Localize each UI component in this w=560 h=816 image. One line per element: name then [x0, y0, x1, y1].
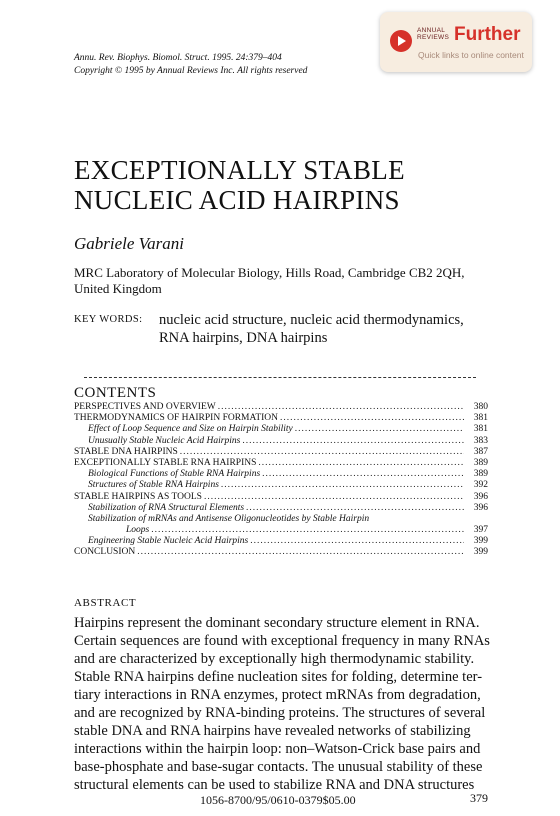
abstract-line: and are characterized by exceptionally high thermodynamic stability. [74, 651, 475, 667]
toc-entry[interactable] [74, 536, 488, 547]
abstract-line: and are recognized by RNA-binding proteins. The structures of several [74, 705, 486, 721]
toc-leader [221, 480, 464, 491]
table-of-contents [74, 402, 488, 559]
toc-label: CONCLUSION [74, 547, 136, 558]
toc-page: 380 [473, 402, 488, 412]
toc-page: 396 [473, 502, 488, 513]
toc-label: Effect of Loop Sequence and Size on Hairpin Stability [88, 424, 293, 435]
toc-entry[interactable] [74, 413, 488, 424]
badge-annual-text: ANNUAL [417, 27, 446, 34]
toc-entry[interactable] [74, 514, 488, 525]
toc-label: Stabilization of RNA Structural Elements [88, 502, 245, 513]
abstract-line: interactions within the hairpin loop: non–Watson-Crick base pairs and [74, 741, 481, 757]
author-name: Gabriele Varani [74, 234, 185, 253]
toc-leader [262, 469, 464, 480]
toc-entry[interactable] [74, 503, 488, 514]
page-number: 379 [470, 791, 488, 805]
toc-label: Biological Functions of Stable RNA Hairpins [88, 469, 261, 480]
toc-label: PERSPECTIVES AND OVERVIEW [74, 402, 216, 412]
abstract-line: tiary interactions in RNA enzymes, protect mRNAs from degradation, [74, 687, 481, 703]
toc-leader [280, 413, 464, 424]
toc-label: EXCEPTIONALLY STABLE RNA HAIRPINS [74, 457, 257, 468]
toc-entry[interactable] [74, 469, 488, 480]
keywords-line-1: nucleic acid structure, nucleic acid thermodynamics, [159, 312, 464, 328]
toc-label: Loops [126, 525, 150, 536]
further-badge[interactable] [380, 12, 532, 72]
toc-label: Structures of Stable RNA Hairpins [88, 480, 219, 491]
badge-further-text: Further [454, 24, 521, 45]
toc-label: Stabilization of mRNAs and Antisense Oligonucleotides by Stable Hairpin [88, 513, 370, 524]
toc-leader [137, 547, 464, 558]
toc-label: Unusually Stable Nucleic Acid Hairpins [88, 435, 241, 446]
toc-label: STABLE HAIRPINS AS TOOLS [74, 491, 202, 502]
title-line-1: EXCEPTIONALLY STABLE [74, 155, 405, 185]
article-title [74, 155, 405, 215]
citation [74, 52, 307, 78]
toc-entry[interactable] [74, 447, 488, 458]
toc-entry[interactable] [74, 480, 488, 491]
abstract-line: stable DNA and RNA hairpins have revealed networks of stabilizing [74, 723, 471, 739]
abstract-line: base-phosphate and base-sugar contacts. The unusual stability of these [74, 759, 483, 775]
toc-entry[interactable] [74, 436, 488, 447]
abstract-heading: ABSTRACT [74, 597, 137, 609]
toc-leader [204, 492, 464, 503]
toc-entry[interactable] [74, 492, 488, 503]
abstract-line: Hairpins represent the dominant secondary structure element in RNA. [74, 615, 480, 631]
toc-label: Engineering Stable Nucleic Acid Hairpins [88, 536, 249, 547]
toc-leader [242, 436, 464, 447]
toc-entry-continued[interactable] [74, 525, 488, 536]
play-icon [390, 30, 412, 52]
toc-leader [258, 458, 464, 469]
toc-page: 392 [473, 480, 488, 491]
contents-heading: CONTENTS [74, 385, 157, 401]
abstract-body [74, 614, 488, 794]
toc-page: 381 [473, 413, 488, 424]
toc-label: STABLE DNA HAIRPINS [74, 446, 178, 457]
affiliation [74, 265, 465, 297]
title-line-2: NUCLEIC ACID HAIRPINS [74, 185, 400, 215]
toc-entry[interactable] [74, 402, 488, 413]
toc-leader [246, 503, 464, 514]
abstract-line: Certain sequences are found with exceptional frequency in many RNAs [74, 633, 490, 649]
toc-label: THERMODYNAMICS OF HAIRPIN FORMATION [74, 413, 279, 424]
toc-leader [151, 525, 464, 536]
toc-page: 381 [473, 424, 488, 435]
abstract-line: structural elements can be used to stabilize RNA and DNA structures [74, 777, 475, 793]
section-divider [84, 377, 476, 380]
footer-code: 1056-8700/95/0610-0379$05.00 [200, 793, 356, 807]
keywords-line-2: RNA hairpins, DNA hairpins [159, 330, 328, 346]
badge-reviews-text: REVIEWS [417, 34, 450, 41]
badge-publisher [417, 27, 449, 41]
toc-leader [295, 424, 464, 435]
toc-leader [180, 447, 464, 458]
badge-subtitle: Quick links to online content [418, 50, 524, 60]
affiliation-line-2: United Kingdom [74, 281, 162, 296]
toc-page: 389 [473, 469, 488, 480]
toc-leader [218, 402, 464, 413]
affiliation-line-1: MRC Laboratory of Molecular Biology, Hills Road, Cambridge CB2 2QH, [74, 265, 465, 280]
toc-leader [250, 536, 464, 547]
toc-page: 399 [473, 536, 488, 547]
abstract-line: Stable RNA hairpins define nucleation sites for folding, determine ter- [74, 669, 483, 685]
citation-copyright: Copyright © 1995 by Annual Reviews Inc. All rights reserved [74, 66, 308, 76]
keywords-label: KEY WORDS: [74, 314, 143, 325]
toc-page: 397 [473, 525, 488, 536]
toc-page: 396 [473, 491, 488, 502]
toc-entry[interactable] [74, 424, 488, 435]
toc-entry[interactable] [74, 458, 488, 469]
toc-page: 383 [473, 435, 488, 446]
toc-page: 389 [473, 457, 488, 468]
citation-journal: Annu. Rev. Biophys. Biomol. Struct. 1995. 24:379–404 [74, 53, 282, 63]
toc-entry[interactable] [74, 547, 488, 558]
toc-page: 399 [473, 547, 488, 558]
toc-page: 387 [473, 446, 488, 457]
keywords-list [159, 311, 464, 347]
